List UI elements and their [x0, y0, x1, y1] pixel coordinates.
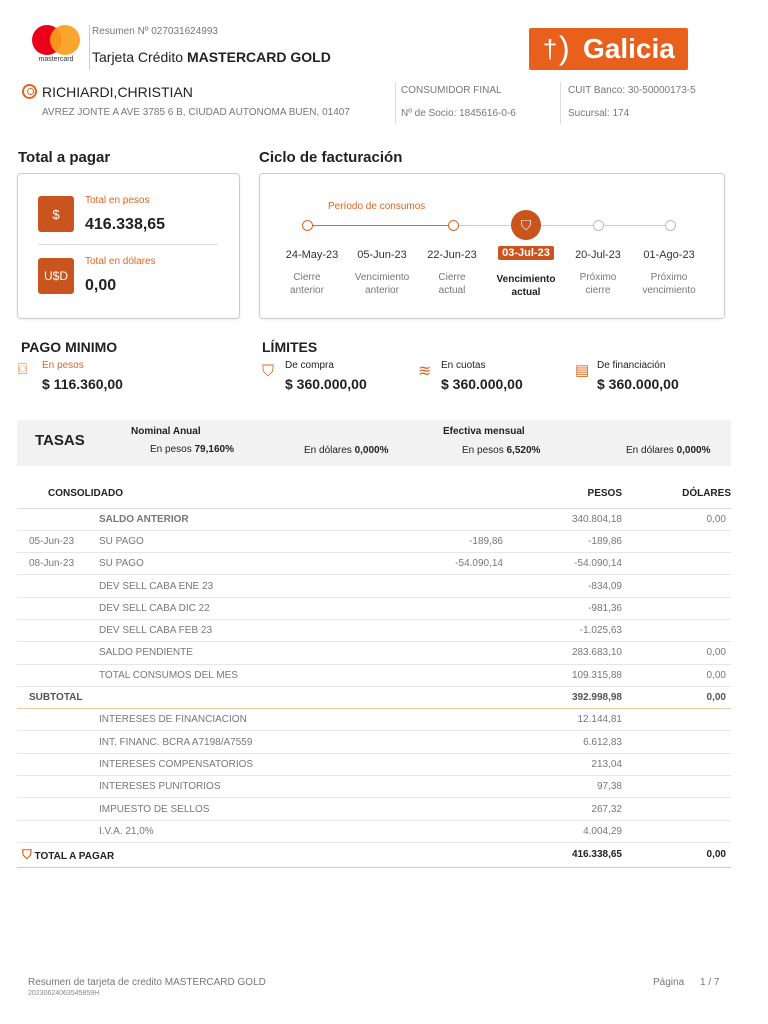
periodo-label: Período de consumos: [328, 201, 426, 212]
limite-cuotas-value: $ 360.000,00: [441, 376, 523, 392]
header-divider: [89, 25, 90, 70]
footer-code: 2023062406354585​9H: [28, 990, 100, 997]
current-date-badge: 03-Jul-23: [498, 246, 554, 260]
limite-compra-label: De compra: [285, 360, 334, 371]
page-label: Página: [653, 977, 685, 988]
table-row: I.V.A. 21,0% 4.004,29: [17, 820, 731, 842]
timeline-dot: [665, 220, 676, 231]
customer-type: CONSUMIDOR FINAL: [401, 85, 502, 96]
timeline-label-current: Vencimiento actual: [496, 274, 556, 298]
dollars-label: Total en dólares: [85, 256, 156, 267]
table-row: 08-Jun-23 SU PAGO -54.090,14 -54.090,14: [17, 553, 731, 575]
timeline-dot: [302, 220, 313, 231]
dollars-value: 0,00: [85, 277, 117, 294]
card-type-prefix: Tarjeta Crédito: [92, 49, 184, 65]
subtotal-row: SUBTOTAL 392.998,98 0,00: [17, 686, 731, 708]
col-consolidado: CONSOLIDADO: [17, 480, 349, 508]
shopping-bag-icon: ⛉: [262, 363, 275, 380]
pesos-label: Total en pesos: [85, 195, 150, 206]
efectiva-label: Efectiva mensual: [443, 426, 525, 437]
pago-minimo-value: $ 116.360,00: [42, 376, 123, 392]
timeline-date: 20-Jul-23: [575, 249, 621, 261]
table-row: DEV SELL CABA FEB 23 -1.025,63: [17, 619, 731, 641]
current-due-icon: ⛉: [511, 210, 541, 240]
nominal-dolares: En dólares 0,000%: [304, 445, 389, 456]
galicia-logo: [529, 28, 688, 70]
col-dolares: DÓLARES: [622, 480, 731, 508]
total-icon: ⛉: [22, 846, 32, 862]
total-pesos: 416.338,65: [503, 842, 622, 867]
table-row: SALDO PENDIENTE 283.683,10 0,00: [17, 642, 731, 664]
customer-divider: [395, 82, 396, 124]
timeline-dot: [593, 220, 604, 231]
member-number: Nº de Socio: 1845616-0-6: [401, 108, 516, 119]
bank-divider: [560, 82, 561, 124]
total-label: TOTAL A PAGAR: [34, 850, 115, 862]
timeline-date-current: [490, 247, 562, 259]
layers-icon: ≋: [418, 363, 432, 380]
customer-address: AVREZ JONTE A AVE 3785 6 B, CIUDAD AUTONOMA BUEN, 01407: [42, 107, 350, 118]
galicia-cross-icon: †: [542, 34, 558, 64]
mastercard-logo: [30, 25, 80, 65]
limite-financiacion-label: De financiación: [597, 360, 666, 371]
nominal-pesos: En pesos 79,160%: [150, 444, 234, 455]
payment-icon: ⌼: [18, 361, 28, 378]
table-row: INTERESES PUNITORIOS 97,38: [17, 776, 731, 798]
table-row: INT. FINANC. BCRA A7198/A7559 6.612,83: [17, 731, 731, 753]
ciclo-card: [259, 173, 725, 319]
timeline-date: 22-Jun-23: [427, 249, 477, 261]
timeline-date: 24-May-23: [285, 249, 339, 261]
pesos-value: 416.338,65: [85, 216, 166, 233]
user-icon: [22, 84, 37, 99]
total-pagar-title: Total a pagar: [18, 149, 111, 166]
total-row: [17, 842, 731, 867]
limite-compra-value: $ 360.000,00: [285, 376, 367, 392]
timeline-label: Vencimiento anterior: [354, 272, 410, 296]
tasas-bar: [17, 420, 731, 466]
table-row: TOTAL CONSUMOS DEL MES 109.315,88 0,00: [17, 664, 731, 686]
pago-minimo-title: PAGO MINIMO: [21, 339, 118, 355]
financing-icon: ▤: [575, 362, 590, 379]
branch-number: Sucursal: 174: [568, 108, 630, 119]
total-dolares: 0,00: [622, 842, 731, 867]
total-divider: [38, 244, 218, 245]
efectiva-pesos: En pesos 6,520%: [462, 445, 541, 456]
mastercard-logo-text: mastercard: [38, 56, 74, 63]
timeline-label: Próximo cierre: [579, 272, 617, 296]
nominal-label: Nominal Anual: [131, 426, 201, 437]
table-header-row: [17, 480, 731, 508]
limite-cuotas-label: En cuotas: [441, 360, 486, 371]
customer-name: RICHIARDI,CHRISTIAN: [42, 84, 193, 100]
galicia-arc-icon: ): [559, 30, 570, 66]
tasas-title: TASAS: [35, 432, 85, 449]
pesos-icon: $: [38, 196, 74, 232]
ciclo-title: Ciclo de facturación: [259, 149, 403, 166]
table-row: INTERESES DE FINANCIACION 12.144,81: [17, 709, 731, 731]
page-number: 1 / 7: [700, 977, 720, 988]
timeline-line: [454, 225, 670, 226]
card-type-name: MASTERCARD GOLD: [186, 49, 331, 65]
efectiva-dolares: En dólares 0,000%: [626, 445, 711, 456]
timeline-label: Cierre anterior: [290, 272, 324, 296]
dollars-icon: U$D: [38, 258, 74, 294]
limites-title: LÍMITES: [262, 339, 318, 355]
timeline-date: 01-Ago-23: [643, 249, 695, 261]
timeline-label: Cierre actual: [438, 272, 466, 296]
timeline-date: 05-Jun-23: [357, 249, 407, 261]
consolidado-table: [17, 480, 731, 868]
table-row: IMPUESTO DE SELLOS 267,32: [17, 798, 731, 820]
table-row: 05-Jun-23 SU PAGO -189,86 -189,86: [17, 530, 731, 552]
total-pagar-card: [17, 173, 240, 319]
bank-cuit: CUIT Banco: 30-50000173-5: [568, 85, 696, 96]
statement-number: Resumen Nº 027031624993: [92, 26, 218, 37]
timeline-label: Próximo vencimiento: [642, 272, 696, 296]
limite-financiacion-value: $ 360.000,00: [597, 376, 679, 392]
timeline-dot: [448, 220, 459, 231]
periodo-line: [308, 225, 454, 226]
table-row: INTERESES COMPENSATORIOS 213,04: [17, 753, 731, 775]
table-row: DEV SELL CABA ENE 23 -834,09: [17, 575, 731, 597]
col-pesos: PESOS: [503, 480, 622, 508]
table-row: DEV SELL CABA DIC 22 -981,36: [17, 597, 731, 619]
footer-title: Resumen de tarjeta de credito MASTERCARD GOLD: [28, 977, 266, 988]
galicia-logo-text: Galicia: [583, 33, 675, 64]
table-row: SALDO ANTERIOR 340.804,18 0,00: [17, 508, 731, 530]
card-type: [92, 49, 331, 65]
pago-minimo-label: En pesos: [42, 360, 84, 371]
